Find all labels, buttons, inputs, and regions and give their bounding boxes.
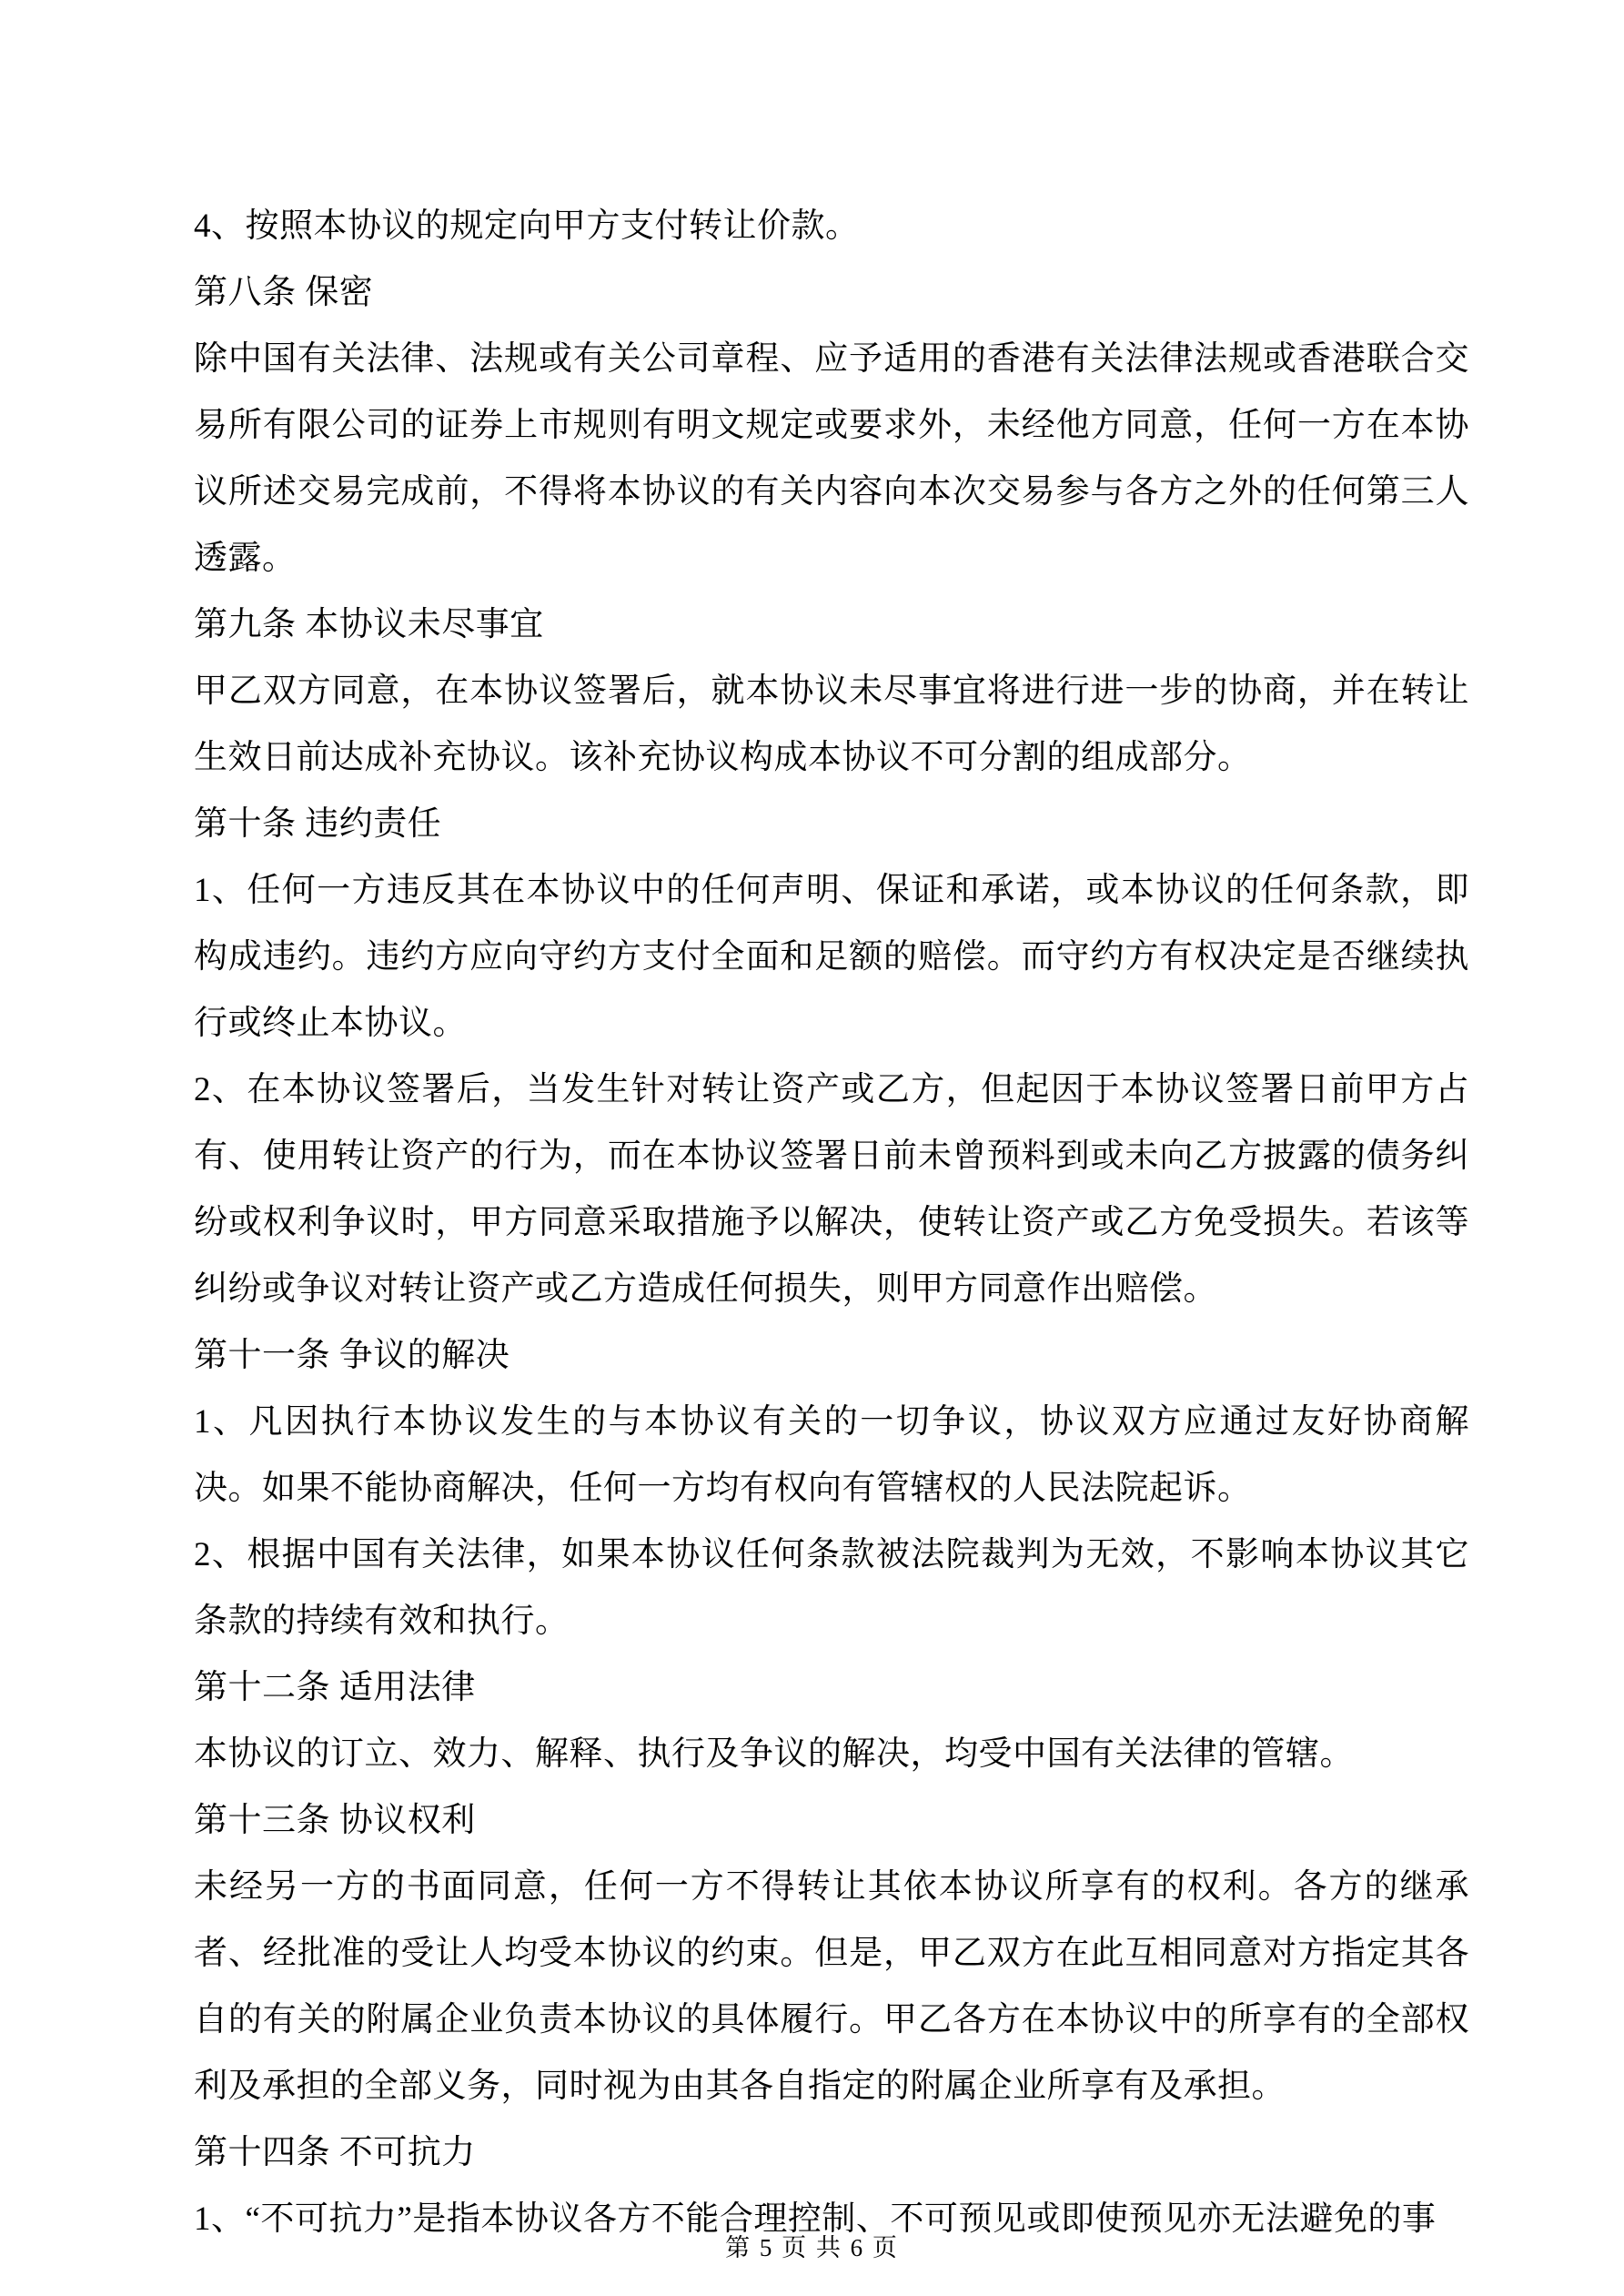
section-heading: 第十三条 协议权利 (194, 1802, 476, 1839)
paragraph: 1、凡因执行本协议发生的与本协议有关的一切争议，协议双方应通过友好协商解决。如果不能协商解决，任何一方均有权向有管辖权的人民法院起诉。 (194, 1403, 1469, 1507)
paragraph: 1、“不可抗力”是指本协议各方不能合理控制、不可预见或即使预见亦无法避免的事 (194, 2200, 1437, 2238)
paragraph: 甲乙双方同意，在本协议签署后，就本协议未尽事宜将进行进一步的协商，并在转让生效日前达成补充协议。该补充协议构成本协议不可分割的组成部分。 (194, 673, 1469, 776)
paragraph: 未经另一方的书面同意，任何一方不得转让其依本协议所享有的权利。各方的继承者、经批准的受让人均受本协议的约束。但是，甲乙双方在此互相同意对方指定其各自的有关的附属企业负责本协议的具体履行。甲乙各方在本协议中的所享有的全部权利及承担的全部义务，同时视为由其各自指定的附属企业所享有及承担。 (194, 1868, 1469, 2105)
paragraph: 本协议的订立、效力、解释、执行及争议的解决，均受中国有关法律的管辖。 (194, 1735, 1354, 1773)
section-heading: 第八条 保密 (194, 274, 374, 311)
paragraph: 除中国有关法律、法规或有关公司章程、应予适用的香港有关法律法规或香港联合交易所有限公司的证券上市规则有明文规定或要求外，未经他方同意，任何一方在本协议所述交易完成前，不得将本协议的有关内容向本次交易参与各方之外的任何第三人透露。 (194, 340, 1469, 577)
section-heading: 第十条 违约责任 (194, 805, 442, 843)
paragraph: 1、任何一方违反其在本协议中的任何声明、保证和承诺，或本协议的任何条款，即构成违约。违约方应向守约方支付全面和足额的赔偿。而守约方有权决定是否继续执行或终止本协议。 (194, 872, 1469, 1042)
paragraph: 2、在本协议签署后，当发生针对转让资产或乙方，但起因于本协议签署日前甲方占有、使用转让资产的行为，而在本协议签署日前未曾预料到或未向乙方披露的债务纠纷或权利争议时，甲方同意采取措施予以解决，使转让资产或乙方免受损失。若该等纠纷或争议对转让资产或乙方造成任何损失，则甲方同意作出赔偿。 (194, 1071, 1469, 1308)
section-heading: 第十二条 适用法律 (194, 1669, 476, 1706)
section-heading: 第十一条 争议的解决 (194, 1337, 510, 1374)
section-heading: 第十四条 不可抗力 (194, 2134, 476, 2171)
page-footer: 第 5 页 共 6 页 (725, 2234, 899, 2261)
section-heading: 第九条 本协议未尽事宜 (194, 606, 544, 643)
paragraph: 4、按照本协议的规定向甲方支付转让价款。 (194, 207, 860, 245)
paragraph: 2、根据中国有关法律，如果本协议任何条款被法院裁判为无效，不影响本协议其它条款的持续有效和执行。 (194, 1536, 1469, 1640)
document-body (194, 193, 1469, 2252)
